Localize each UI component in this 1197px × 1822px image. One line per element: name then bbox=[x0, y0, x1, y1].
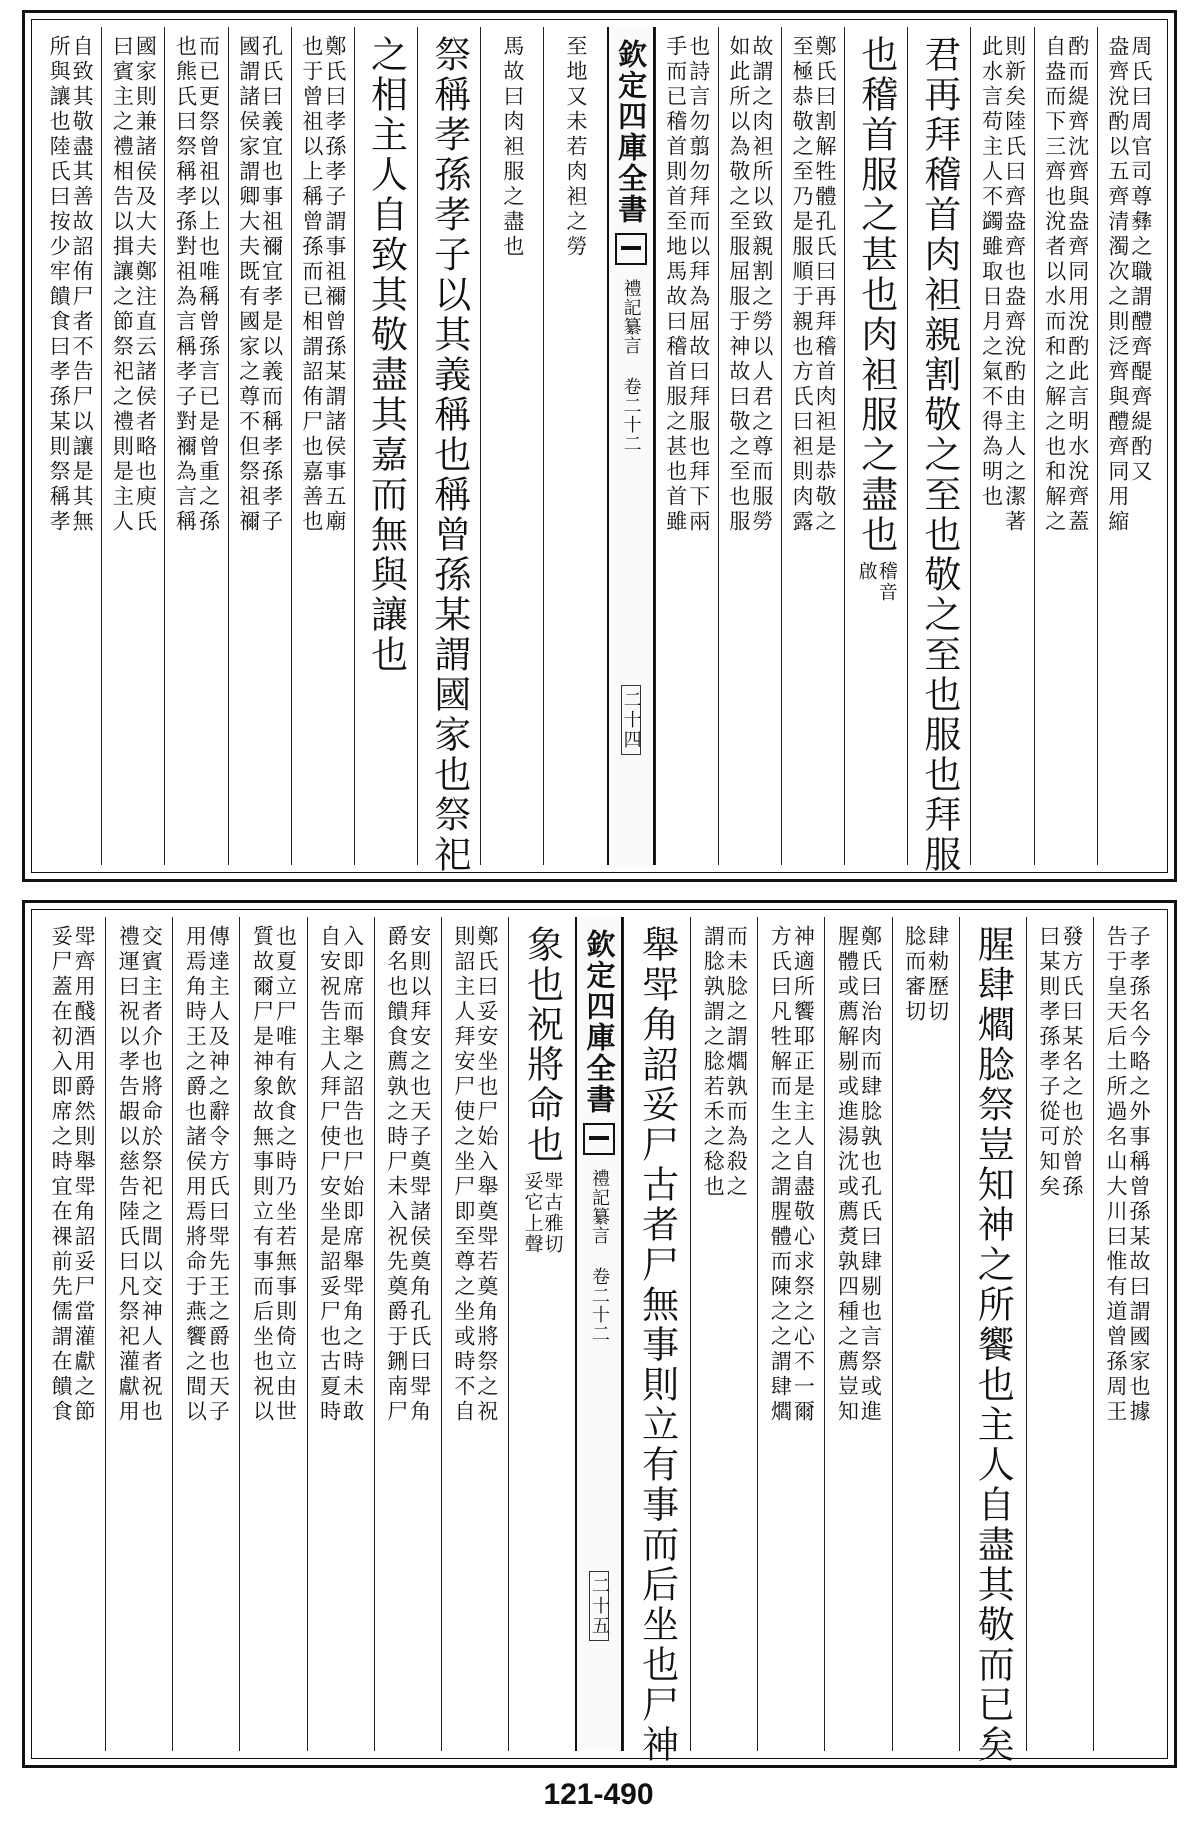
commentary-pair bbox=[116, 925, 164, 1751]
commentary-line: 所與讓也陸氏曰按少牢饋食曰孝孫某則祭稱孝 bbox=[47, 35, 72, 535]
commentary-line: 發方氏曰某名之也於曾孫 bbox=[1059, 925, 1084, 1200]
commentary-line: 也夏立尸唯有飲食之時乃坐若無事則倚立由世 bbox=[273, 925, 298, 1425]
fish-tail-mark bbox=[615, 233, 647, 265]
commentary-line: 孔氏曰義宜也事祖禰宜孝是以義而稱孝孫孝子 bbox=[259, 35, 284, 535]
commentary-line: 也熊氏曰祭稱孝孫對祖為言稱孝子對禰為言稱 bbox=[173, 35, 198, 535]
text-column bbox=[781, 27, 844, 865]
text-column bbox=[690, 917, 757, 1751]
commentary-line: 而未腍之謂爓孰而為殺之 bbox=[724, 925, 749, 1200]
page-reference-number: 121-490 bbox=[543, 1778, 654, 1811]
text-column bbox=[172, 917, 239, 1751]
commentary-line: 腥體或薦解剔或進湯沈或薦煑孰四種之薦豈知 bbox=[835, 925, 860, 1425]
text-column bbox=[1034, 27, 1097, 865]
text-column bbox=[623, 917, 690, 1765]
pronunciation-note bbox=[857, 561, 896, 603]
commentary-pair bbox=[319, 925, 363, 1751]
pronunciation-note-line: 斝古雅切 bbox=[541, 1171, 564, 1255]
commentary-line: 盎齊涗酌以五齊清濁次之則泛齊與醴齊同用縮 bbox=[1105, 35, 1130, 535]
text-column bbox=[508, 917, 575, 1751]
commentary-pair bbox=[1044, 35, 1088, 865]
commentary-line: 曰賓主之禮相告以揖讓之節祭祀之禮則是主人 bbox=[110, 35, 135, 535]
commentary-pair bbox=[183, 925, 231, 1751]
commentary-line: 此水言苟主人不蠲雖取日月之氣不得為明也 bbox=[979, 35, 1004, 510]
text-column bbox=[101, 27, 164, 865]
commentary-line: 曰某則孝孫孝子從可知矣 bbox=[1036, 925, 1061, 1200]
commentary-pair bbox=[453, 925, 497, 1751]
commentary-pair bbox=[386, 925, 430, 1751]
commentary-pair bbox=[1107, 35, 1151, 865]
text-column bbox=[844, 27, 907, 865]
commentary-line: 爵名也饋食薦孰之時尸未入祝先奠爵于鉶南尸 bbox=[384, 925, 409, 1425]
commentary-line: 至極恭敬之至乃是服順于親也方氏曰袒則肉露 bbox=[790, 35, 815, 535]
pronunciation-note-line: 妥它上聲 bbox=[521, 1171, 544, 1255]
commentary-pair bbox=[301, 35, 345, 865]
commentary-line: 交賓主者介也將命於祭祀之間以交神人者祝也 bbox=[139, 925, 164, 1425]
main-text-line: 之相主人自致其敬盡其嘉而無與讓也 bbox=[364, 35, 408, 675]
top-half-page bbox=[22, 10, 1177, 882]
text-column bbox=[307, 917, 374, 1751]
commentary-line: 禮運曰祝以孝告嘏以慈告陸氏曰凡祭祀灌獻用 bbox=[116, 925, 141, 1425]
commentary-line: 手而已稽首則首至地馬故曰稽首服之甚也首雖 bbox=[663, 35, 688, 535]
commentary-line: 方氏曰凡牲解而生之之謂腥體而陳之之謂肆爓 bbox=[768, 925, 793, 1425]
main-text-line: 舉斝角詔妥尸古者尸無事則立有事而后坐也尸神 bbox=[635, 925, 679, 1765]
commentary-line: 國謂諸侯家謂卿大夫既有國家之尊不但祭祖禰 bbox=[236, 35, 261, 535]
commentary-pair bbox=[835, 925, 883, 1751]
text-column bbox=[417, 27, 480, 875]
section-title: 禮記纂言 卷二十二 bbox=[620, 279, 642, 453]
commentary-line: 告于皇天后土所過名山大川曰惟有道曾孫周王 bbox=[1103, 925, 1128, 1425]
text-column bbox=[1026, 917, 1093, 1751]
text-column bbox=[959, 917, 1026, 1765]
text-column bbox=[354, 27, 417, 865]
commentary-pair bbox=[981, 35, 1025, 865]
main-text-with-note bbox=[520, 925, 564, 1751]
commentary-line: 鄭氏曰割解牲體孔氏曰再拜稽首肉袒是恭敬之 bbox=[813, 35, 838, 535]
main-text-line: 君再拜稽首肉袒親割敬之至也敬之至也服也拜服 bbox=[917, 35, 961, 875]
book-title: 欽定四庫全書 bbox=[582, 929, 617, 1115]
text-column bbox=[39, 27, 101, 865]
book-title: 欽定四庫全書 bbox=[614, 39, 649, 225]
commentary-line: 酌而緹齊沈齊與盎齊同用涗酌此言明水涗齊蓋 bbox=[1065, 35, 1090, 535]
text-column bbox=[655, 27, 718, 865]
text-column bbox=[105, 917, 172, 1751]
commentary-pair bbox=[238, 35, 282, 865]
fish-tail-mark bbox=[583, 1123, 615, 1155]
text-column bbox=[39, 917, 105, 1751]
text-column bbox=[907, 27, 970, 875]
section-title: 禮記纂言 卷二十二 bbox=[589, 1169, 610, 1343]
top-page-columns bbox=[39, 27, 1160, 875]
commentary-pair bbox=[665, 35, 709, 865]
text-column bbox=[718, 27, 781, 865]
commentary-pair bbox=[1105, 925, 1149, 1751]
commentary-line: 至地又未若肉袒之勞 bbox=[564, 35, 589, 260]
pronunciation-note-line: 稽音 bbox=[875, 561, 898, 603]
commentary-pair bbox=[904, 925, 948, 1751]
commentary-line: 謂腍孰謂之腍若禾之稔也 bbox=[701, 925, 726, 1200]
commentary-line: 如此所以為敬之至服屈服于神故曰敬之至也服 bbox=[726, 35, 751, 535]
commentary-pair bbox=[728, 35, 772, 865]
text-column bbox=[543, 27, 606, 865]
commentary-line: 肆勑歷切 bbox=[925, 925, 950, 1025]
leaf-number: 二十四 bbox=[621, 685, 641, 755]
commentary-line: 周氏曰周官司尊彝之職謂醴齊醍齊緹酌又 bbox=[1128, 35, 1153, 485]
commentary-pair bbox=[49, 925, 97, 1751]
commentary-line: 傳達主人及神之辭令方氏曰斝先王之爵也天子 bbox=[206, 925, 231, 1425]
leaf-number: 二十五 bbox=[589, 1571, 609, 1641]
main-text-line: 象也祝將命也 bbox=[520, 925, 564, 1165]
commentary-line: 也詩言勿翦勿拜而以拜為屈故曰拜服也拜下兩 bbox=[686, 35, 711, 535]
commentary-line: 則新矣陸氏曰齊盎齊也盎齊涗酌由主人之潔著 bbox=[1002, 35, 1027, 535]
commentary-pair bbox=[701, 925, 749, 1751]
text-column bbox=[291, 27, 354, 865]
text-column bbox=[970, 27, 1033, 865]
commentary-line: 自盎而下三齊也涗者以水而和之解之也和解之 bbox=[1042, 35, 1067, 535]
commentary-pair bbox=[790, 35, 838, 865]
commentary-line: 馬故曰肉袒服之盡也 bbox=[500, 35, 525, 260]
text-column bbox=[824, 917, 891, 1751]
commentary-line: 而已更祭曾祖以上也唯稱曾孫言已是曾重之孫 bbox=[196, 35, 221, 535]
commentary-line: 妥尸蓋在初入即席之時宜在祼前先儒謂在饋食 bbox=[49, 925, 74, 1425]
commentary-line: 自安祝告主人拜尸使尸安坐是詔妥尸也古夏時 bbox=[317, 925, 342, 1425]
pronunciation-note-line: 啟 bbox=[855, 561, 878, 582]
text-column bbox=[1097, 27, 1160, 865]
text-column bbox=[757, 917, 824, 1751]
text-column bbox=[374, 917, 441, 1751]
text-column bbox=[164, 27, 227, 865]
commentary-line: 鄭氏曰妥安坐也尸始入舉奠斝若奠角將祭之祝 bbox=[474, 925, 499, 1425]
commentary-line: 質故爾尸是神象故無事則立有事而后坐也祝以 bbox=[250, 925, 275, 1425]
text-column bbox=[441, 917, 508, 1751]
commentary-pair bbox=[250, 925, 298, 1751]
main-text-line: 也稽首服之甚也肉袒服之盡也 bbox=[854, 35, 898, 555]
commentary-line: 鄭氏曰治肉而肆腍孰也孔氏曰肆剔也言祭或進 bbox=[858, 925, 883, 1425]
banxin-center-column bbox=[575, 917, 623, 1751]
text-column bbox=[480, 27, 543, 865]
commentary-line: 鄭氏曰孝孫孝子謂事祖禰曾孫某謂諸侯事五廟 bbox=[322, 35, 347, 535]
commentary-line: 國家則兼諸侯及大夫鄭注直云諸侯者略也庾氏 bbox=[133, 35, 158, 535]
commentary-pair bbox=[175, 35, 219, 865]
text-column bbox=[239, 917, 306, 1751]
commentary-line: 神適所饗耶正是主人自盡敬心求祭之心不一爾 bbox=[791, 925, 816, 1425]
text-column bbox=[228, 27, 291, 865]
commentary-line: 腍而審切 bbox=[902, 925, 927, 1025]
bottom-half-page bbox=[22, 900, 1177, 1768]
bottom-page-columns bbox=[39, 917, 1160, 1765]
commentary-line: 用焉角時王之爵也諸侯用焉將命于燕饗之間以 bbox=[183, 925, 208, 1425]
commentary-line: 安則以拜安之也天子奠斝諸侯奠角孔氏曰斝角 bbox=[407, 925, 432, 1425]
commentary-line: 則詔主人拜安尸使之坐尸即至尊之坐或時不自 bbox=[451, 925, 476, 1425]
banxin-center-column bbox=[607, 27, 655, 865]
commentary-pair bbox=[110, 35, 158, 865]
commentary-pair bbox=[47, 35, 95, 865]
commentary-line: 入即席而舉之詔告也尸始即席舉斝角之時未敢 bbox=[340, 925, 365, 1425]
commentary-line: 也于曾祖以上稱曾孫而已相謂詔侑尸也嘉善也 bbox=[299, 35, 324, 535]
main-text-line: 祭稱孝孫孝子以其義稱也稱曾孫某謂國家也祭祀 bbox=[427, 35, 471, 875]
commentary-pair bbox=[1038, 925, 1082, 1751]
commentary-pair bbox=[768, 925, 816, 1751]
main-text-line: 腥肆爓腍祭豈知神之所饗也主人自盡其敬而已矣 bbox=[971, 925, 1015, 1765]
commentary-line: 自致其敬盡其善故詔侑尸者不告尸以讓是其無 bbox=[70, 35, 95, 535]
commentary-line: 故謂之肉袒所以致親割之勞以人君之尊而服勞 bbox=[749, 35, 774, 535]
main-text-with-note bbox=[854, 35, 898, 865]
text-column bbox=[892, 917, 959, 1751]
text-column bbox=[1093, 917, 1160, 1751]
pronunciation-note bbox=[521, 1171, 564, 1255]
commentary-line: 子孝孫名今略之外事稱曾孫某故曰謂國家也據 bbox=[1126, 925, 1151, 1425]
commentary-line: 斝齊用醆酒用爵然則舉斝角詔妥尸當灌獻之節 bbox=[72, 925, 97, 1425]
